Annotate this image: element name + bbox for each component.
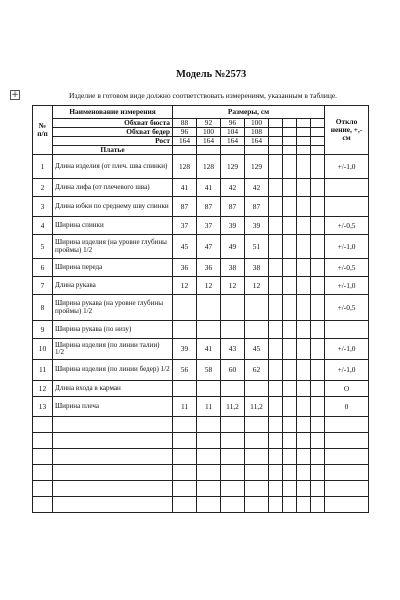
row-number: 13	[33, 397, 53, 417]
row-value: 129	[245, 155, 269, 179]
empty-cell	[269, 277, 283, 295]
empty-cell	[283, 277, 297, 295]
empty-cell	[283, 497, 297, 513]
row-value	[173, 321, 197, 339]
empty-cell	[297, 217, 311, 235]
empty-cell	[297, 381, 311, 397]
empty-cell	[173, 481, 197, 497]
empty-cell	[325, 433, 369, 449]
empty-cell	[297, 465, 311, 481]
row-value: 42	[245, 179, 269, 197]
empty-cell	[269, 417, 283, 433]
empty-cell	[297, 360, 311, 381]
row-value: 38	[221, 259, 245, 277]
row-number: 12	[33, 381, 53, 397]
bust-label: Обхват бюста	[53, 119, 173, 128]
table-row	[33, 197, 369, 217]
empty-cell	[269, 360, 283, 381]
empty-cell	[53, 465, 173, 481]
empty-cell	[311, 481, 325, 497]
measurements-table	[32, 105, 369, 513]
empty-cell	[283, 217, 297, 235]
row-measure-name: Ширина изделия (на уровне глубины проймы) 1/2	[53, 235, 173, 259]
row-value: 45	[173, 235, 197, 259]
empty-cell	[297, 417, 311, 433]
row-value: 36	[173, 259, 197, 277]
table-row	[33, 155, 369, 179]
empty-cell	[173, 465, 197, 481]
row-measure-name: Длина юбки по среднему шву спинки	[53, 197, 173, 217]
row-tolerance: +/-1,0	[325, 339, 369, 360]
row-value: 12	[221, 277, 245, 295]
row-value	[221, 295, 245, 321]
row-measure-name: Ширина изделия (по линии талии) 1/2	[53, 339, 173, 360]
row-measure-name: Ширина плеча	[53, 397, 173, 417]
empty-cell	[283, 381, 297, 397]
empty-cell	[311, 295, 325, 321]
empty-cell	[283, 321, 297, 339]
row-tolerance: +/-0,5	[325, 217, 369, 235]
row-value	[173, 381, 197, 397]
empty-cell	[325, 449, 369, 465]
hips-label: Обхват бедер	[53, 128, 173, 137]
height-label: Рост	[53, 137, 173, 146]
row-value: 87	[197, 197, 221, 217]
row-value: 129	[221, 155, 245, 179]
empty-cell	[297, 449, 311, 465]
row-measure-name: Длина рукава	[53, 277, 173, 295]
empty-cell	[53, 433, 173, 449]
row-value	[173, 295, 197, 321]
empty-table-row	[33, 449, 369, 465]
empty-cell	[173, 497, 197, 513]
row-value: 38	[245, 259, 269, 277]
row-value: 87	[221, 197, 245, 217]
row-measure-name: Ширина изделия (по линии бедер) 1/2	[53, 360, 173, 381]
empty-cell	[311, 397, 325, 417]
empty-cell	[269, 179, 283, 197]
row-value: 60	[221, 360, 245, 381]
empty-cell	[311, 433, 325, 449]
empty-cell	[53, 497, 173, 513]
empty-cell	[221, 481, 245, 497]
empty-cell	[269, 381, 283, 397]
row-value: 37	[173, 217, 197, 235]
empty-cell	[269, 497, 283, 513]
table-row	[33, 339, 369, 360]
row-value: 11,2	[245, 397, 269, 417]
row-value: 56	[173, 360, 197, 381]
row-number: 4	[33, 217, 53, 235]
row-tolerance: +/-1,0	[325, 235, 369, 259]
row-tolerance: 0	[325, 397, 369, 417]
row-value: 42	[221, 179, 245, 197]
row-tolerance: +/-0,5	[325, 259, 369, 277]
table-row	[33, 295, 369, 321]
row-tolerance: +/-0,5	[325, 295, 369, 321]
row-number: 1	[33, 155, 53, 179]
row-value: 41	[197, 339, 221, 360]
row-value: 51	[245, 235, 269, 259]
empty-cell	[221, 417, 245, 433]
row-value: 62	[245, 360, 269, 381]
empty-cell	[53, 417, 173, 433]
row-value: 36	[197, 259, 221, 277]
empty-cell	[221, 449, 245, 465]
empty-cell	[283, 339, 297, 360]
height-4: 164	[245, 137, 269, 146]
row-measure-name: Ширина спинки	[53, 217, 173, 235]
row-value: 47	[197, 235, 221, 259]
empty-cell	[269, 321, 283, 339]
height-2: 164	[197, 137, 221, 146]
num-header: № п/п	[33, 106, 53, 155]
empty-cell	[311, 360, 325, 381]
row-tolerance: О	[325, 381, 369, 397]
table-row	[33, 381, 369, 397]
empty-cell	[197, 481, 221, 497]
table-row	[33, 277, 369, 295]
empty-table-row	[33, 497, 369, 513]
empty-cell	[33, 433, 53, 449]
hips-108: 108	[245, 128, 269, 137]
empty-cell	[297, 481, 311, 497]
empty-cell	[33, 497, 53, 513]
empty-cell	[173, 449, 197, 465]
row-value: 41	[197, 179, 221, 197]
row-value: 43	[221, 339, 245, 360]
empty-cell	[197, 433, 221, 449]
empty-cell	[221, 433, 245, 449]
row-value: 11	[173, 397, 197, 417]
empty-cell	[197, 449, 221, 465]
empty-cell	[311, 321, 325, 339]
empty-cell	[269, 217, 283, 235]
row-value	[197, 295, 221, 321]
empty-cell	[173, 433, 197, 449]
row-measure-name: Длина лифа (от плечевого шва)	[53, 179, 173, 197]
empty-cell	[173, 417, 197, 433]
empty-cell	[325, 417, 369, 433]
empty-cell	[245, 481, 269, 497]
empty-cell	[197, 497, 221, 513]
empty-cell	[33, 481, 53, 497]
empty-cell	[283, 295, 297, 321]
empty-cell	[269, 339, 283, 360]
empty-cell	[245, 497, 269, 513]
empty-cell	[311, 259, 325, 277]
empty-cell	[283, 259, 297, 277]
empty-cell	[283, 360, 297, 381]
row-measure-name: Ширина рукава (на уровне глубины проймы) 1/2	[53, 295, 173, 321]
empty-cell	[269, 433, 283, 449]
empty-cell	[245, 417, 269, 433]
empty-cell	[297, 497, 311, 513]
table-row	[33, 360, 369, 381]
row-value: 49	[221, 235, 245, 259]
empty-cell	[283, 481, 297, 497]
height-1: 164	[173, 137, 197, 146]
empty-cell	[283, 465, 297, 481]
row-tolerance	[325, 179, 369, 197]
row-measure-name: Ширина рукава (по низу)	[53, 321, 173, 339]
empty-cell	[325, 465, 369, 481]
row-value: 45	[245, 339, 269, 360]
row-value: 39	[245, 217, 269, 235]
table-row	[33, 235, 369, 259]
empty-cell	[297, 155, 311, 179]
empty-cell	[297, 235, 311, 259]
empty-cell	[269, 449, 283, 465]
empty-cell	[311, 465, 325, 481]
bust-88: 88	[173, 119, 197, 128]
empty-cell	[245, 433, 269, 449]
bust-100: 100	[245, 119, 269, 128]
empty-cell	[297, 295, 311, 321]
empty-cell	[297, 179, 311, 197]
empty-cell	[311, 179, 325, 197]
empty-table-row	[33, 417, 369, 433]
empty-cell	[311, 381, 325, 397]
row-value: 12	[173, 277, 197, 295]
row-value	[197, 321, 221, 339]
empty-cell	[311, 497, 325, 513]
row-value: 39	[173, 339, 197, 360]
empty-cell	[283, 417, 297, 433]
row-value: 12	[197, 277, 221, 295]
empty-cell	[33, 449, 53, 465]
row-value	[221, 381, 245, 397]
empty-cell	[311, 449, 325, 465]
row-value: 58	[197, 360, 221, 381]
empty-cell	[53, 449, 173, 465]
empty-cell	[33, 417, 53, 433]
empty-cell	[197, 465, 221, 481]
row-value: 12	[245, 277, 269, 295]
note-text: Изделие в готовом виде должно соответствовать измерениям, указанным в таблице.	[69, 91, 338, 100]
empty-cell	[269, 465, 283, 481]
empty-cell	[269, 259, 283, 277]
measure-header: Наименование измерения	[53, 106, 173, 119]
empty-cell	[297, 277, 311, 295]
empty-cell	[283, 155, 297, 179]
empty-cell	[311, 277, 325, 295]
empty-cell	[269, 235, 283, 259]
empty-table-row	[33, 433, 369, 449]
row-measure-name: Длина входа в карман	[53, 381, 173, 397]
row-value: 128	[173, 155, 197, 179]
empty-cell	[269, 397, 283, 417]
row-value	[245, 321, 269, 339]
empty-cell	[53, 481, 173, 497]
table-row	[33, 179, 369, 197]
row-tolerance	[325, 197, 369, 217]
row-number: 10	[33, 339, 53, 360]
empty-cell	[245, 465, 269, 481]
empty-cell	[283, 197, 297, 217]
row-value	[221, 321, 245, 339]
tolerance-header: Откло нение, +,- см	[325, 106, 369, 155]
empty-cell	[283, 433, 297, 449]
empty-cell	[311, 155, 325, 179]
empty-cell	[297, 397, 311, 417]
empty-cell	[269, 295, 283, 321]
row-value: 87	[245, 197, 269, 217]
empty-cell	[269, 481, 283, 497]
row-value	[245, 295, 269, 321]
row-tolerance: +/-1,0	[325, 360, 369, 381]
row-value: 11,2	[221, 397, 245, 417]
table-move-handle-icon[interactable]: +	[11, 90, 19, 100]
row-number: 9	[33, 321, 53, 339]
empty-cell	[297, 259, 311, 277]
bust-92: 92	[197, 119, 221, 128]
empty-cell	[283, 397, 297, 417]
row-number: 11	[33, 360, 53, 381]
empty-cell	[311, 417, 325, 433]
empty-cell	[33, 465, 53, 481]
row-number: 2	[33, 179, 53, 197]
row-number: 7	[33, 277, 53, 295]
empty-cell	[297, 433, 311, 449]
table-row	[33, 397, 369, 417]
model-title: Модель №2573	[176, 69, 247, 80]
row-value: 11	[197, 397, 221, 417]
empty-cell	[297, 197, 311, 217]
row-value: 87	[173, 197, 197, 217]
empty-cell	[311, 217, 325, 235]
row-value: 39	[221, 217, 245, 235]
empty-cell	[245, 449, 269, 465]
row-measure-name: Ширина переда	[53, 259, 173, 277]
empty-cell	[325, 481, 369, 497]
empty-cell	[221, 465, 245, 481]
row-tolerance: +/-1,0	[325, 155, 369, 179]
product-label: Платье	[53, 146, 173, 155]
hips-96: 96	[173, 128, 197, 137]
empty-cell	[221, 497, 245, 513]
row-value: 37	[197, 217, 221, 235]
row-tolerance: +/-1,0	[325, 277, 369, 295]
sizes-header: Размеры, см	[173, 106, 325, 119]
empty-cell	[311, 235, 325, 259]
row-number: 3	[33, 197, 53, 217]
table-row	[33, 217, 369, 235]
empty-cell	[297, 321, 311, 339]
row-value	[197, 381, 221, 397]
row-number: 6	[33, 259, 53, 277]
row-value	[245, 381, 269, 397]
hips-104: 104	[221, 128, 245, 137]
hips-100: 100	[197, 128, 221, 137]
empty-cell	[311, 197, 325, 217]
empty-cell	[311, 339, 325, 360]
row-number: 5	[33, 235, 53, 259]
empty-cell	[297, 339, 311, 360]
empty-cell	[283, 235, 297, 259]
row-tolerance	[325, 321, 369, 339]
row-measure-name: Длина изделия (от плеч. шва спинки)	[53, 155, 173, 179]
row-value: 128	[197, 155, 221, 179]
table-row	[33, 259, 369, 277]
empty-cell	[197, 417, 221, 433]
empty-cell	[283, 179, 297, 197]
table-row	[33, 321, 369, 339]
empty-cell	[283, 449, 297, 465]
height-3: 164	[221, 137, 245, 146]
empty-cell	[269, 197, 283, 217]
row-value: 41	[173, 179, 197, 197]
empty-table-row	[33, 481, 369, 497]
empty-table-row	[33, 465, 369, 481]
empty-cell	[269, 155, 283, 179]
row-number: 8	[33, 295, 53, 321]
bust-96: 96	[221, 119, 245, 128]
empty-cell	[325, 497, 369, 513]
